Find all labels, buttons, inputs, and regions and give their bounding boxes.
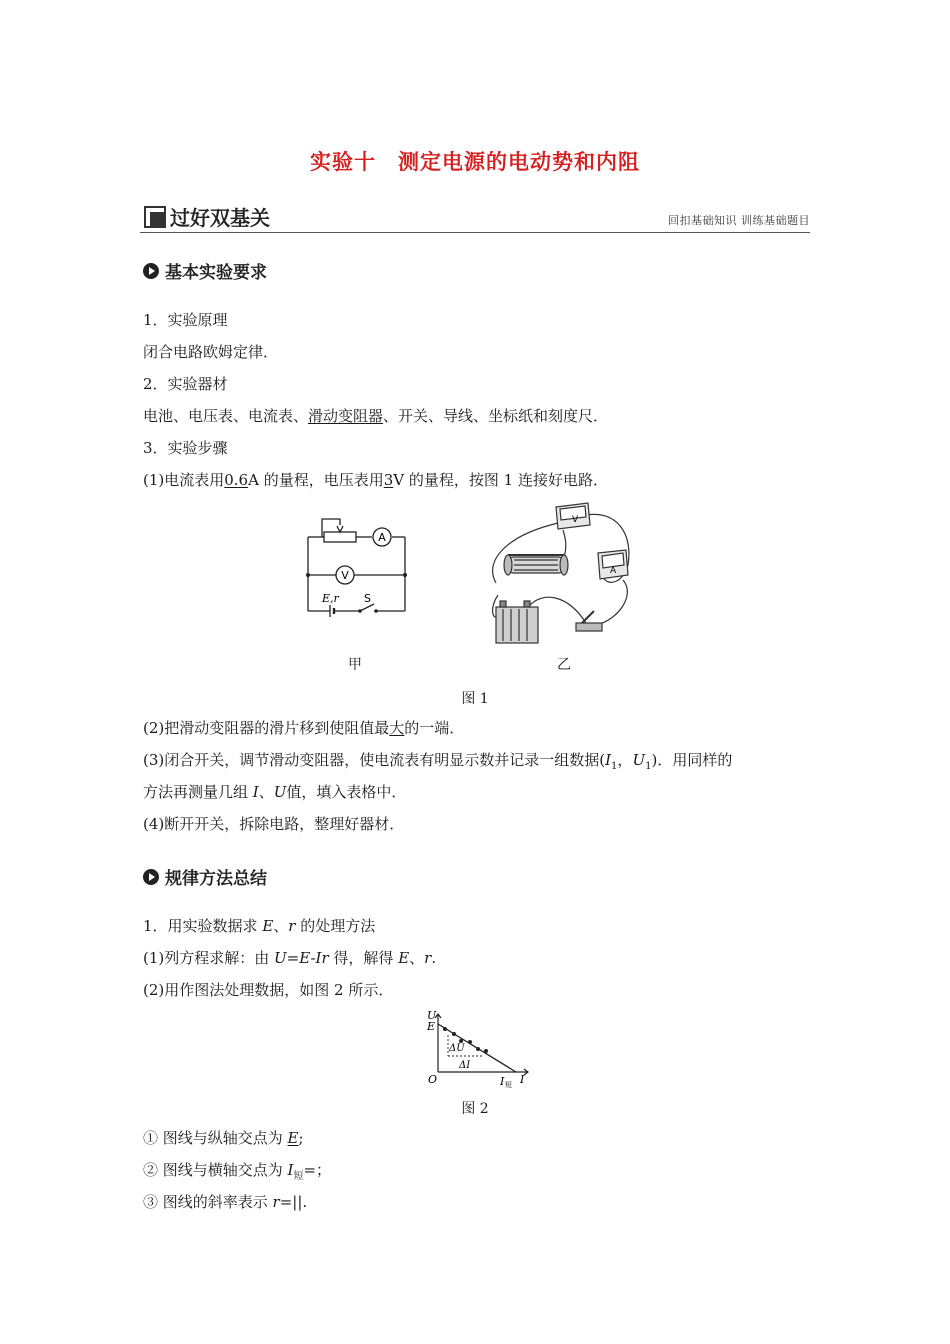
voltmeter-label: V: [341, 569, 349, 582]
delta-u-label: ΔU: [449, 1043, 465, 1054]
text-line: [143, 948, 436, 968]
text: 的一端．: [404, 719, 465, 737]
figure-subcaption-yi: 乙: [557, 657, 571, 673]
text-line: [143, 470, 608, 490]
circuit-diagram: [300, 515, 415, 620]
subscript: 短: [293, 1171, 304, 1182]
text: 、开关、导线、坐标纸和刻度尺．: [383, 407, 609, 425]
section-header: [140, 202, 810, 233]
x-axis-label: I: [520, 1073, 525, 1086]
subheading-text: 规律方法总结: [165, 869, 267, 889]
subheading-text: 基本实验要求: [165, 263, 267, 283]
ui-graph: [420, 1008, 535, 1088]
page-title: 实验十 测定电源的电动势和内阻: [310, 150, 640, 174]
text-line: 3．实验步骤: [143, 439, 228, 457]
math-symbol: U: [632, 751, 646, 769]
text-line: 1．实验原理: [143, 311, 228, 329]
text: .: [431, 949, 437, 967]
apparatus-ammeter-label: A: [610, 566, 617, 576]
text: 、: [409, 949, 425, 967]
math-symbol: I: [287, 1161, 294, 1179]
text: (2)把滑动变阻器的滑片移到使阻值最: [143, 719, 390, 737]
short-current-subscript: 短: [505, 1081, 512, 1088]
underlined-answer: E: [287, 1129, 299, 1147]
short-current-label: I: [500, 1075, 505, 1088]
section-subtitle: 回扣基础知识 训练基础题目: [668, 214, 810, 227]
battery-label: E,r: [322, 592, 339, 605]
y-axis-label: U: [427, 1009, 437, 1022]
play-circle-icon: [143, 869, 159, 885]
text-line: [143, 1160, 331, 1187]
text: 电池、电压表、电流表、: [143, 407, 309, 425]
text-line: (4)断开开关，拆除电路，整理好器材．: [143, 815, 405, 833]
text: ;: [298, 1129, 304, 1147]
text: (3)闭合开关，调节滑动变阻器，使电流表有明显示数并记录一组数据(: [143, 751, 606, 769]
math-symbol: U: [273, 783, 287, 801]
section-title: 过好双基关: [170, 206, 270, 230]
text-line: [143, 1192, 307, 1212]
text: 的处理方法: [295, 917, 376, 935]
text: =||.: [279, 1193, 308, 1211]
text: V 的量程，按图 1 连接好电路．: [393, 471, 608, 489]
text-line: 2．实验器材: [143, 375, 228, 393]
apparatus-illustration: [468, 495, 648, 645]
text: 方法再测量几组: [143, 783, 253, 801]
equation: U=E-Ir: [274, 949, 329, 967]
text-line: [143, 750, 732, 777]
text-line: (2)用作图法处理数据，如图 2 所示．: [143, 981, 394, 999]
text: 1．用实验数据求: [143, 917, 263, 935]
figure-caption: 图 1: [461, 691, 489, 707]
math-symbol: I: [252, 783, 259, 801]
figure-caption: 图 2: [461, 1101, 489, 1117]
ammeter-label: A: [378, 531, 386, 544]
underlined-answer: 大: [389, 719, 405, 737]
apparatus-voltmeter-label: V: [572, 515, 579, 525]
subheading-method-summary: [143, 864, 267, 889]
underlined-answer: 3: [383, 471, 394, 489]
subscript: 1: [645, 761, 652, 772]
play-circle-icon: [143, 263, 159, 279]
text: ，: [617, 751, 633, 769]
delta-i-label: ΔI: [459, 1060, 471, 1071]
text-line: [143, 916, 375, 936]
switch-label: S: [364, 592, 371, 605]
math-symbol: r: [272, 1193, 280, 1211]
emf-intercept-label: E: [427, 1020, 436, 1033]
text-line: [143, 1128, 304, 1148]
math-symbol: r: [288, 917, 296, 935]
underlined-answer: 0.6: [224, 471, 249, 489]
text: (1)列方程求解：由: [143, 949, 275, 967]
text: )．用同样的: [651, 751, 733, 769]
origin-label: O: [428, 1073, 438, 1086]
text: ① 图线与纵轴交点为: [143, 1129, 288, 1147]
math-symbol: I: [605, 751, 612, 769]
math-symbol: E: [398, 949, 410, 967]
math-symbol: r: [424, 949, 432, 967]
text: ③ 图线的斜率表示: [143, 1193, 273, 1211]
text-line: 闭合电路欧姆定律．: [143, 343, 279, 361]
text: ② 图线与横轴交点为: [143, 1161, 288, 1179]
text-line: [143, 782, 406, 802]
text-line: [143, 718, 464, 738]
subscript: 1: [611, 761, 618, 772]
text: 、: [273, 917, 289, 935]
text: (1)电流表用: [143, 471, 225, 489]
text: 值，填入表格中．: [286, 783, 407, 801]
text: =；: [303, 1161, 332, 1179]
subheading-basic-requirements: [143, 258, 267, 283]
section-square-icon: [144, 206, 166, 228]
text: A 的量程，电压表用: [248, 471, 384, 489]
text: 、: [258, 783, 274, 801]
text-line: [143, 406, 608, 426]
math-symbol: E: [262, 917, 274, 935]
text: 得，解得: [328, 949, 399, 967]
figure-subcaption-jia: 甲: [348, 657, 362, 673]
underlined-answer: 滑动变阻器: [308, 407, 384, 425]
